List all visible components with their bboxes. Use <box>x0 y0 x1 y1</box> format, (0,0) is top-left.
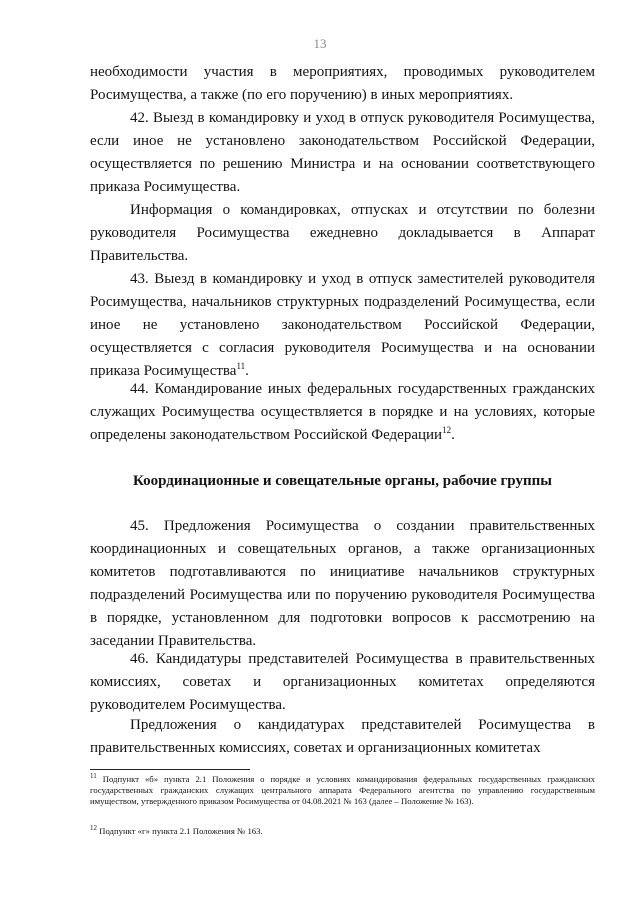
paragraph-43-text: 43. Выезд в командировку и уход в отпуск заместителей руководителя Росимущества, начальников структурных подразделений Росимущества, если иное не установлено законодательством Российской Федерации, осуществляется с согласия руководителя Росимущества и на основании приказа Росимущества <box>90 271 595 379</box>
paragraph-43 <box>90 268 595 383</box>
footnote-ref-11: 11 <box>236 361 246 371</box>
page-number: 13 <box>313 36 327 51</box>
paragraph-44-end: . <box>451 427 455 443</box>
paragraph-45: 45. Предложения Росимущества о создании правительственных координационных и совещательных органов, а также организационных комитетов подготавливаются по инициативе начальников структурных подразделений Росимущества или по поручению руководителя Росимущества в порядке, установленном для подготовки вопросов к рассмотрению на заседании Правительства. <box>90 518 595 649</box>
footnote-12-mark: 12 <box>90 824 97 833</box>
paragraph-44 <box>90 378 595 447</box>
paragraph-46: 46. Кандидатуры представителей Росимущества в правительственных комиссиях, советах и организационных комитетах определяются руководителем Росимущества. <box>90 651 595 713</box>
footnote-divider <box>90 769 250 770</box>
footnote-12-text: Подпункт «г» пункта 2.1 Положения № 163. <box>99 826 263 836</box>
section-heading: Координационные и совещательные органы, рабочие группы <box>133 473 552 489</box>
footnote-11-text: Подпункт «б» пункта 2.1 Положения о порядке и условиях командирования федеральных государственных гражданских государственных гражданских служащих центрального аппарата Федерального агентства по управлению государственным имуществом, утвержденного приказом Росимущества от 04.08.2021 № 163 (далее – Положение № 163). <box>90 774 595 806</box>
footnote-ref-12: 12 <box>442 425 452 435</box>
footnote-12 <box>90 826 595 837</box>
paragraph-continuation: необходимости участия в мероприятиях, проводимых руководителем Росимущества, а также (по его поручению) в иных мероприятиях. <box>90 64 595 103</box>
paragraph-44-text: 44. Командирование иных федеральных государственных гражданских служащих Росимущества осуществляется в порядке и на условиях, которые определены законодательством Российской Федерации <box>90 381 595 443</box>
paragraph-42: 42. Выезд в командировку и уход в отпуск руководителя Росимущества, если иное не установлено законодательством Российской Федерации, осуществляется по решению Министра и на основании соответствующего приказа Росимущества. <box>90 110 595 195</box>
paragraph-42-info: Информация о командировках, отпусках и отсутствии по болезни руководителя Росимущества ежедневно докладывается в Аппарат Правительства. <box>90 202 595 264</box>
paragraph-46-proposals: Предложения о кандидатурах представителей Росимущества в правительственных комиссиях, советах и организационных комитетах <box>90 717 595 756</box>
footnote-11 <box>90 774 595 807</box>
footnote-11-mark: 11 <box>90 772 97 781</box>
paragraph-43-end: . <box>245 363 249 379</box>
